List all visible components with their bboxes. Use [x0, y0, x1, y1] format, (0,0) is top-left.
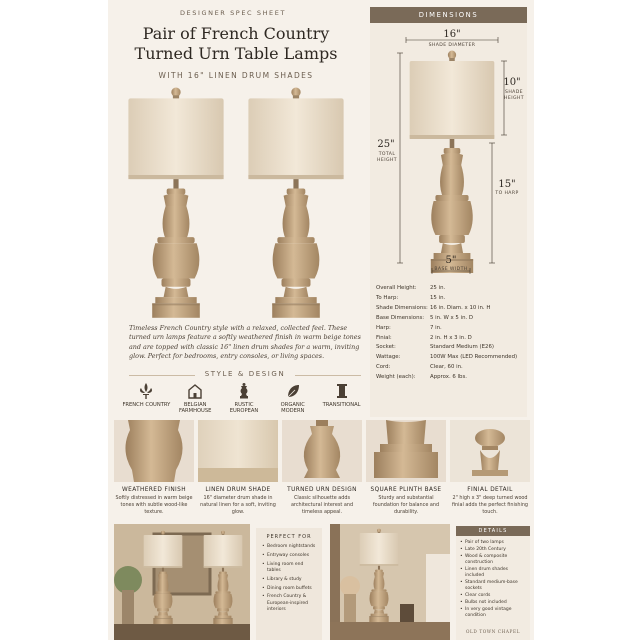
style-label: FRENCH COUNTRY	[122, 402, 171, 408]
list-item: • Late 20th Century	[460, 547, 527, 553]
shade-diameter-label: SHADE DIAMETER	[428, 43, 476, 48]
page-title	[108, 24, 364, 64]
hero-lamp-pair	[124, 86, 352, 324]
fleur-de-lis-icon	[138, 382, 154, 400]
details-heading: DETAILS	[456, 526, 530, 536]
feature-desc: 2" high x 3" deep turned wood finial adds the perfect finishing touch.	[451, 495, 529, 515]
page-subtitle: WITH 16" LINEN DRUM SHADES	[158, 71, 314, 80]
column-icon	[334, 382, 350, 400]
dimensions-heading: DIMENSIONS	[370, 7, 527, 23]
style-item-rustic-european	[220, 382, 269, 422]
spec-row	[376, 314, 526, 324]
sheet-tag: DESIGNER SPEC SHEET	[179, 9, 287, 17]
spec-value: Standard Medium (E26)	[430, 344, 494, 351]
feature-plinth-base	[366, 420, 446, 524]
to-harp-label: TO HARP	[495, 191, 519, 196]
style-list	[122, 382, 366, 422]
list-item: • Pair of two lamps	[460, 540, 527, 546]
style-item-french-country	[122, 382, 171, 422]
list-item: • In very good vintage condition	[460, 607, 527, 618]
spec-key: Overall Height:	[376, 285, 417, 291]
spec-row	[376, 324, 526, 334]
spec-value: 25 in.	[430, 285, 446, 291]
list-item: • Entryway consoles	[262, 553, 318, 559]
spec-key: Weight (each):	[376, 374, 416, 381]
leaf-icon	[285, 382, 301, 400]
spec-value: 15 in.	[430, 294, 446, 301]
spec-value: 5 in. W x 5 in. D	[430, 314, 474, 321]
style-design-title: STYLE & DESIGN	[204, 370, 286, 378]
weathered-finish-photo	[114, 420, 194, 482]
intro-text: Timeless French Country style with a relaxed, collected feel. These turned urn lamps feature a softly weathered finish in warm beige tones and are topped with classic 16" linen drum shades for a warm, inviting glow. Perfect for bedrooms, entry consoles, or living spaces.	[129, 324, 361, 361]
dimensions-panel	[370, 7, 527, 417]
list-item: • Library & study	[262, 577, 318, 583]
spec-key: To Harp:	[376, 294, 399, 301]
spec-value: Approx. 6 lbs.	[430, 374, 467, 381]
feature-desc: Classic silhouette adds architectural interest and timeless appeal.	[290, 495, 354, 515]
urn-icon	[236, 382, 252, 400]
feature-desc: Sturdy and substantial foundation for balance and durability.	[372, 495, 440, 515]
to-harp-value: 15"	[498, 179, 516, 190]
list-item: • Bulbs not included	[460, 600, 527, 606]
spec-value: Clear, 60 in.	[430, 364, 463, 371]
feature-title: WEATHERED FINISH	[122, 487, 186, 493]
details-list	[456, 536, 530, 618]
farmhouse-icon	[187, 382, 203, 400]
list-item: • Linen drum shades included	[460, 567, 527, 578]
feature-desc: Softly distressed in warm beige tones with subtle wood-like texture.	[115, 495, 193, 515]
style-item-organic-modern	[268, 382, 317, 422]
style-design-heading	[129, 370, 361, 382]
feature-finial	[450, 420, 530, 524]
turned-urn-photo	[282, 420, 362, 482]
list-item: • Dining room buffets	[262, 586, 318, 592]
spec-row	[376, 334, 526, 344]
spec-key: Harp:	[376, 324, 391, 331]
brand-logo: OLD TOWN CHAPEL	[466, 629, 520, 634]
spec-row	[376, 284, 526, 294]
spec-key: Base Dimensions:	[376, 314, 425, 321]
bottom-row	[114, 524, 530, 640]
total-height-label: TOTAL HEIGHT	[377, 152, 397, 163]
style-item-transitional	[317, 382, 366, 422]
feature-weathered-finish	[114, 420, 194, 524]
title-line-2: Turned Urn Table Lamps	[134, 44, 338, 63]
spec-table	[376, 284, 526, 383]
feature-turned-urn	[282, 420, 362, 524]
list-item: • Bedroom nightstands	[262, 544, 318, 550]
base-width-label: BASE WIDTH	[434, 267, 468, 272]
feature-title: SQUARE PLINTH BASE	[370, 487, 442, 493]
total-height-value: 25"	[377, 139, 395, 150]
spec-row	[376, 373, 526, 383]
list-item: • Clear cords	[460, 593, 527, 599]
style-label: BELGIAN FARMHOUSE	[178, 402, 212, 415]
list-item: • Standard medium-base sockets	[460, 580, 527, 591]
shade-diameter-value: 16"	[443, 29, 461, 40]
list-item: • Living room end tables	[262, 562, 318, 575]
spec-row	[376, 304, 526, 314]
feature-linen-shade	[198, 420, 278, 524]
spec-value: 16 in. Diam. x 10 in. H	[430, 304, 491, 311]
shade-height-value: 10"	[503, 77, 521, 88]
details-panel	[456, 526, 530, 640]
style-label: TRANSITIONAL	[322, 402, 361, 408]
living-room-photo	[114, 524, 250, 640]
bedroom-photo	[330, 524, 450, 640]
shade-height-label: SHADE HEIGHT	[504, 90, 524, 101]
spec-row	[376, 353, 526, 363]
spec-value: 7 in.	[430, 324, 442, 331]
divider	[295, 375, 361, 376]
spec-key: Shade Dimensions:	[376, 304, 428, 311]
title-line-1: Pair of French Country	[142, 24, 330, 43]
style-label: RUSTIC EUROPEAN	[229, 402, 259, 415]
style-item-belgian-farmhouse	[171, 382, 220, 422]
spec-key: Wattage:	[376, 354, 401, 361]
lamp-left-image	[124, 86, 228, 324]
spec-row	[376, 294, 526, 304]
plinth-base-photo	[366, 420, 446, 482]
perfect-for-panel	[256, 528, 322, 640]
spec-row	[376, 363, 526, 373]
perfect-for-list	[256, 540, 322, 614]
feature-desc: 16" diameter drum shade in natural linen for a soft, inviting glow.	[200, 495, 276, 515]
spec-row	[376, 343, 526, 353]
base-width-value: 5"	[445, 255, 457, 266]
perfect-for-heading: PERFECT FOR	[266, 534, 312, 540]
spec-value: 2 in. H x 3 in. D	[430, 334, 472, 341]
list-item: • French Country & European-inspired interiors	[262, 594, 318, 613]
finial-photo	[450, 420, 530, 482]
lamp-right-image	[244, 86, 348, 324]
feature-title: TURNED URN DESIGN	[287, 487, 357, 493]
linen-shade-photo	[198, 420, 278, 482]
spec-value: 100W Max (LED Recommended)	[430, 354, 518, 361]
feature-title: FINIAL DETAIL	[467, 487, 513, 493]
spec-key: Cord:	[376, 364, 391, 371]
style-label: ORGANIC MODERN	[280, 402, 305, 415]
feature-title: LINEN DRUM SHADE	[205, 487, 271, 493]
feature-strip	[114, 420, 530, 524]
spec-sheet	[108, 0, 534, 640]
spec-key: Socket:	[376, 344, 396, 351]
spec-key: Finial:	[376, 334, 392, 341]
list-item: • Wood & composite construction	[460, 554, 527, 565]
